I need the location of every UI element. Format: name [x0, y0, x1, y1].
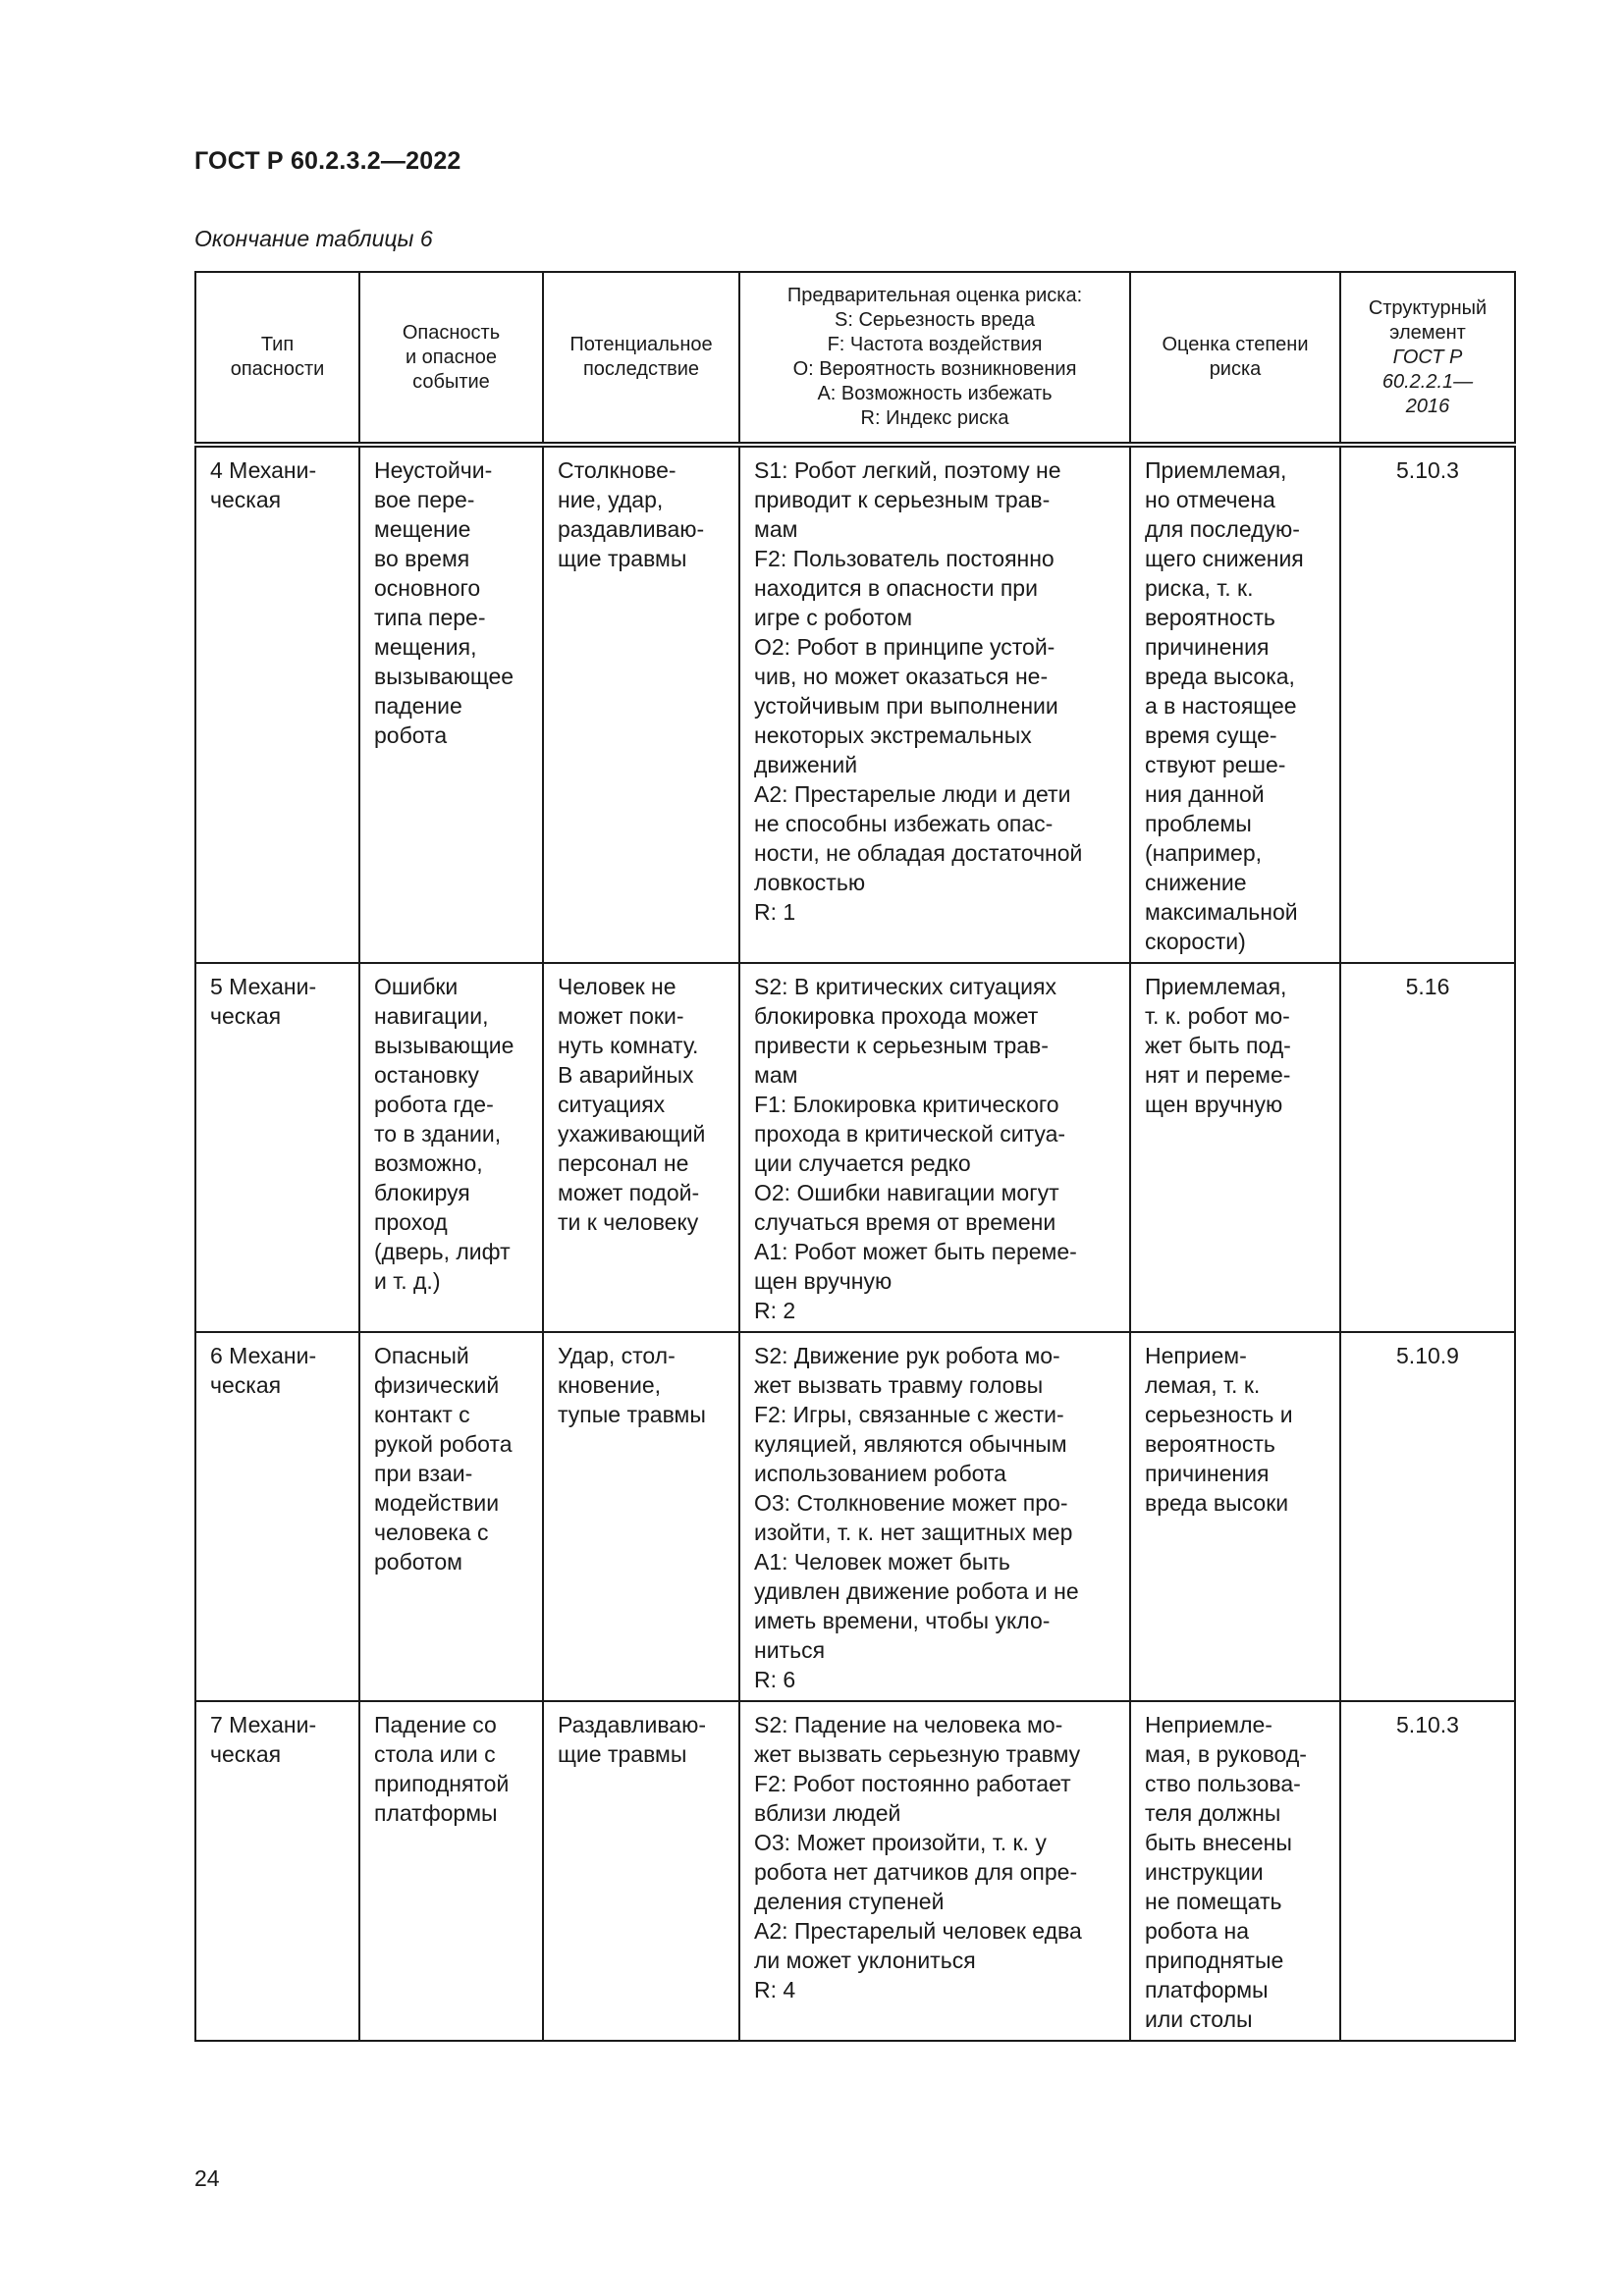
header-structural-element: Структурный элемент ГОСТ Р 60.2.2.1— 2016 — [1340, 272, 1515, 445]
page-number: 24 — [194, 2165, 220, 2191]
table-header-row — [195, 272, 1515, 445]
cell-hazard-type: 7 Механи- ческая — [195, 1701, 359, 2041]
table-row — [195, 1332, 1515, 1701]
cell-preliminary-risk: S2: Падение на человека мо- жет вызвать серьезную травму F2: Робот постоянно работает вблизи людей O3: Может произойти, т. к. у робота нет датчиков для опре- деления ступеней A2: Престарелый человек едва ли может уклониться R: 4 — [739, 1701, 1130, 2041]
cell-structural-element: 5.10.3 — [1340, 445, 1515, 963]
header-consequence: Потенциальное последствие — [543, 272, 739, 445]
cell-risk-level: Неприемле- мая, в руковод- ство пользова- теля должны быть внесены инструкции не помещать робота на приподнятые платформы или столы — [1130, 1701, 1340, 2041]
cell-risk-level: Неприем- лемая, т. к. серьезность и вероятность причинения вреда высоки — [1130, 1332, 1340, 1701]
cell-risk-level: Приемлемая, но отмечена для последую- щего снижения риска, т. к. вероятность причинения вреда высока, а в настоящее время суще- ствуют реше- ния данной проблемы (например, снижение максимальной скорости) — [1130, 445, 1340, 963]
document-standard-header: ГОСТ Р 60.2.3.2—2022 — [194, 147, 461, 175]
cell-hazard-event: Ошибки навигации, вызывающие остановку робота где- то в здании, возможно, блокируя проход (дверь, лифт и т. д.) — [359, 963, 543, 1332]
table-caption: Окончание таблицы 6 — [194, 226, 433, 251]
cell-structural-element: 5.16 — [1340, 963, 1515, 1332]
cell-hazard-event: Опасный физический контакт с рукой робота при взаи- модействии человека с роботом — [359, 1332, 543, 1701]
header-hazard-event: Опасность и опасное событие — [359, 272, 543, 445]
cell-consequence: Раздавливаю- щие травмы — [543, 1701, 739, 2041]
table-row — [195, 445, 1515, 963]
cell-preliminary-risk: S2: В критических ситуациях блокировка прохода может привести к серьезным трав- мам F1: Блокировка критического прохода в критической ситуа- ции случается редко O2: Ошибки навигации могут случаться время от времени A1: Робот может быть переме- щен вручную R: 2 — [739, 963, 1130, 1332]
cell-hazard-type: 6 Механи- ческая — [195, 1332, 359, 1701]
cell-preliminary-risk: S2: Движение рук робота мо- жет вызвать травму головы F2: Игры, связанные с жести- куляцией, являются обычным использованием робота O3: Столкновение может про- изойти, т. к. нет защитных мер A1: Человек может быть удивлен движение робота и не иметь времени, чтобы укло- ниться R: 6 — [739, 1332, 1130, 1701]
table-row — [195, 1701, 1515, 2041]
cell-hazard-event: Падение со стола или с приподнятой платформы — [359, 1701, 543, 2041]
risk-assessment-table — [194, 271, 1516, 2042]
cell-hazard-type: 4 Механи- ческая — [195, 445, 359, 963]
header-risk-level: Оценка степени риска — [1130, 272, 1340, 445]
cell-consequence: Человек не может поки- нуть комнату. В аварийных ситуациях ухаживающий персонал не может подой- ти к человеку — [543, 963, 739, 1332]
cell-preliminary-risk: S1: Робот легкий, поэтому не приводит к серьезным трав- мам F2: Пользователь постоянно находится в опасности при игре с роботом O2: Робот в принципе устой- чив, но может оказаться не- устойчивым при выполнении некоторых экстремальных движений A2: Престарелые люди и дети не способны избежать опас- ности, не обладая достаточной ловкостью R: 1 — [739, 445, 1130, 963]
cell-consequence: Удар, стол- кновение, тупые травмы — [543, 1332, 739, 1701]
header-hazard-type: Тип опасности — [195, 272, 359, 445]
cell-risk-level: Приемлемая, т. к. робот мо- жет быть под- нят и переме- щен вручную — [1130, 963, 1340, 1332]
cell-structural-element: 5.10.3 — [1340, 1701, 1515, 2041]
cell-hazard-type: 5 Механи- ческая — [195, 963, 359, 1332]
cell-structural-element: 5.10.9 — [1340, 1332, 1515, 1701]
header-preliminary-risk: Предварительная оценка риска: S: Серьезность вреда F: Частота воздействия O: Вероятность возникновения A: Возможность избежать R: Индекс риска — [739, 272, 1130, 445]
cell-hazard-event: Неустойчи- вое пере- мещение во время основного типа пере- мещения, вызывающее падение робота — [359, 445, 543, 963]
cell-consequence: Столкнове- ние, удар, раздавливаю- щие травмы — [543, 445, 739, 963]
table-row — [195, 963, 1515, 1332]
